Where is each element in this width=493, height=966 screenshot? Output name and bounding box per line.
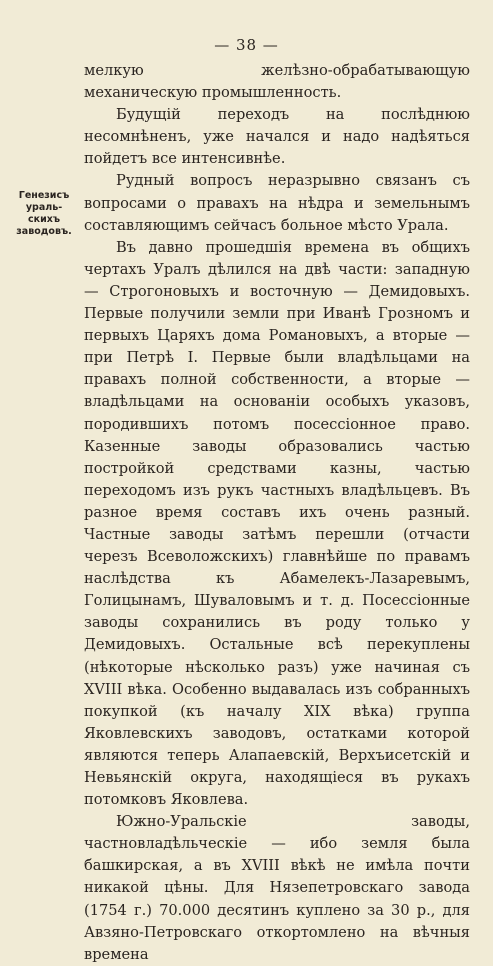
margin-note-line-2: скихъ заводовъ.: [16, 214, 72, 237]
margin-note-line-1: Генезисъ ураль-: [18, 190, 70, 213]
margin-note: [7, 190, 81, 238]
paragraph: Южно-Уральскіе заводы, частновладѣльческіе — ибо земля была башкирская, а въ XVIII вѣкѣ не имѣла почти никакой цѣны. Для Нязепетровскаго завода (1754 г.) 70.000 десятинъ куплено за 30 р., для Авзяно-Петровскаго откортомлено на вѣчныя времена: [84, 813, 470, 963]
paragraph: Рудный вопросъ неразрывно связанъ съ вопросами о правахъ на нѣдра и земельнымъ составляющимъ сейчасъ больное мѣсто Урала.: [84, 172, 470, 234]
page-number: — 38 —: [214, 36, 279, 54]
body-text: [84, 60, 470, 966]
paragraph: Будущій переходъ на послѣднюю несомнѣненъ, уже начался и надо надѣяться пойдетъ все интенсивнѣе.: [84, 106, 470, 168]
paragraph: Въ давно прошедшія времена въ общихъ чертахъ Уралъ дѣлился на двѣ части: западную — Строгоновыхъ и восточную — Демидовыхъ. Первые получили земли при Иванѣ Грозномъ и первыхъ Царяхъ дома Романовыхъ, а вторые — при Петрѣ I. Первые были владѣльцами на правахъ полной собственности, а вторые — владѣльцами на основаніи особыхъ указовъ, породившихъ потомъ посессіонное право. Казенные заводы образовались частью постройкой средствами казны, частью переходомъ изъ рукъ частныхъ владѣльцевъ. Въ разное время составъ ихъ очень разный. Частные заводы затѣмъ перешли (отчасти черезъ Всеволожскихъ) главнѣйше по правамъ наслѣдства къ Абамелекъ-Лазаревымъ, Голицынамъ, Шуваловымъ и т. д. Посессіонные заводы сохранились въ роду только у Демидовыхъ. Остальные всѣ перекуплены (нѣкоторые нѣсколько разъ) уже начиная съ XVIII вѣка. Особенно выдавалась изъ собранныхъ покупкой (къ началу XIX вѣка) группа Яковлевскихъ заводовъ, остатками которой являются теперь Алапаевскій, Верхъисетскій и Невьянскій округа, находящіеся въ рукахъ потомковъ Яковлева.: [84, 238, 470, 809]
paragraph: мелкую желѣзно-обрабатывающую механическую промышленность.: [84, 62, 470, 102]
